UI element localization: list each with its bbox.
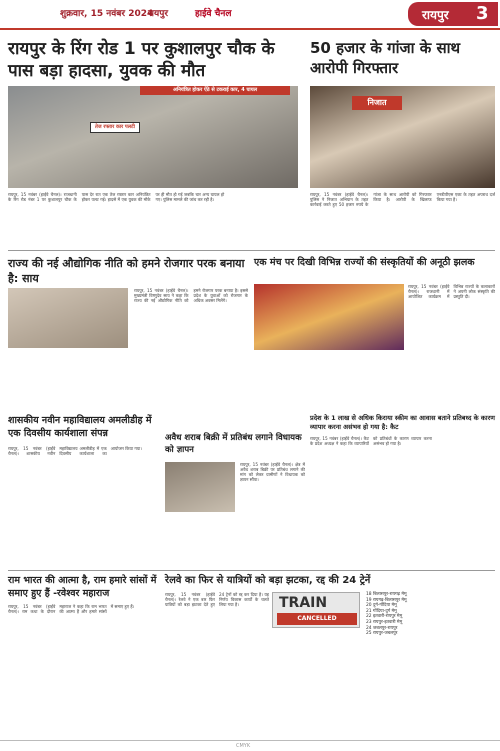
section-badge <box>408 2 498 26</box>
list-item: 21 गोंदिया-दुर्ग मेमू <box>366 608 397 614</box>
divider <box>8 570 495 571</box>
list-item: 25 रायपुर-जबलपुर <box>366 631 398 637</box>
story1-headline: रायपुर के रिंग रोड 1 पर कुशालपुर चौक के पास बड़ा हादसा, युवक की मौत <box>8 39 275 81</box>
list-item: 20 दुर्ग-गोंदिया मेमू <box>366 603 397 609</box>
story1-body: रायपुर, 15 नवंबर (हाईवे चैनल)। राजधानी के रिंग रोड नंबर 1 पर कुशालपुर चौक के पास देर रात एक तेज रफ्तार कार अनियंत्रित होकर पलट गई। हादसे में एक युवक की मौके पर ही मौत हो गई जबकि चार अन्य घायल हो गए। पुलिस मामले की जांच कर रही है। <box>8 192 225 202</box>
story4-photo <box>254 284 404 350</box>
list-item: 19 रायगढ़-बिलासपुर मेमू <box>366 597 407 603</box>
story4-headline: एक मंच पर दिखी विभिन्न राज्यों की संस्कृतियों की अनूठी झलक <box>254 257 475 268</box>
story3-photo <box>8 288 128 348</box>
story2-headline: 50 हजार के गांजा के साथ आरोपी गिरफ्तार <box>310 39 461 77</box>
cancelled-label: CANCELLED <box>277 613 357 625</box>
list-item: 22 इतवारी-रायपुर मेमू <box>366 614 403 620</box>
story6-headline: अवैध शराब बिक्री में प्रतिबंध लगाने विधायक को ज्ञापन <box>165 433 302 455</box>
print-mark: CMYK <box>236 743 251 749</box>
story3-body: रायपुर, 15 नवंबर (हाईवे चैनल)। मुख्यमंत्री विष्णुदेव साय ने कहा कि राज्य की नई औद्योगिक नीति को हमने रोजगार परक बनाया है। इससे प्रदेश के युवाओं को रोजगार के अधिक अवसर मिलेंगे। <box>134 288 248 303</box>
page-footer <box>0 740 500 751</box>
divider <box>8 250 495 251</box>
header-city: रायपुर <box>148 9 169 19</box>
story9-headline: रेलवे का फिर से यात्रियों को बड़ा झटका, रद्द की 24 ट्रेनें <box>165 575 371 586</box>
list-item: 23 रायपुर-इतवारी मेमू <box>366 619 403 625</box>
page-number: 3 <box>476 3 489 24</box>
page-header <box>0 0 500 30</box>
list-item: 24 जबलपुर-रायपुर <box>366 625 398 631</box>
story1-photo-banner: अनियंत्रित होकर ऐंठे से टकराई कार, 4 घायल <box>140 86 290 95</box>
header-date: शुक्रवार, 15 नवंबर 2024 <box>60 9 154 19</box>
story7-headline: प्रदेश के 1 लाख से अधिक किराया स्कीम का आवास बताने प्रतिबध्द के कारण व्यापार करना असंभव हो गया है: कैट <box>310 414 495 431</box>
story9-body: रायपुर, 15 नवंबर (हाईवे चैनल)। रेलवे ने एक बार फिर यात्रियों को बड़ा झटका देते हुए 24 ट्रेनों को रद्द कर दिया है। यह निर्णय विकास कार्यों के चलते लिया गया है। <box>165 592 269 607</box>
story3-headline: राज्य की नई औद्योगिक नीति को हमने रोजगार परक बनाया है: साय <box>8 257 245 285</box>
train-cancelled-graphic <box>272 592 360 628</box>
story4-body: रायपुर, 15 नवंबर (हाईवे चैनल)। राजधानी में आयोजित कार्यक्रम में विभिन्न राज्यों के कलाकारों ने अपनी लोक संस्कृति की प्रस्तुति दी। <box>408 284 495 299</box>
story2-stamp: निजात <box>352 96 402 110</box>
story5-body: रायपुर, 15 नवंबर (हाईवे चैनल)। शासकीय नवीन महाविद्यालय अमलीडीह में एक दिवसीय कार्यशाला का आयोजन किया गया। <box>8 446 142 456</box>
story8-headline: राम भारत की आत्मा है, राम हमारे सांसों में समाए हुए हैं -रवेश्वर महाराज <box>8 575 157 599</box>
story6-photo <box>165 462 235 512</box>
list-item: 18 बिलासपुर-रायगढ़ मेमू <box>366 592 407 597</box>
story1-photo <box>8 86 298 188</box>
story1-photo-caption: तेज रफ्तार कार पलटी <box>90 122 140 133</box>
story2-body: रायपुर, 15 नवंबर (हाईवे चैनल)। पुलिस ने निजात अभियान के तहत कार्रवाई करते हुए 50 हजार रुपये के गांजा के साथ आरोपी को गिरफ्तार किया है। आरोपी के खिलाफ एनडीपीएस एक्ट के तहत अपराध दर्ज किया गया है। <box>310 192 495 207</box>
section-name: रायपुर <box>422 8 449 22</box>
train-label: TRAIN <box>279 595 328 611</box>
story5-headline: शासकीय नवीन महाविद्यालय अमलीडीह में एक दिवसीय कार्यशाला संपन्न <box>8 415 152 439</box>
train-list <box>366 592 496 637</box>
story8-body: रायपुर, 15 नवंबर (हाईवे चैनल)। राम कथा के दौरान महाराज ने कहा कि राम भारत की आत्मा हैं और हमारे सांसों में समाए हुए हैं। <box>8 604 135 614</box>
story6-body: रायपुर, 15 नवंबर (हाईवे चैनल)। क्षेत्र में अवैध शराब बिक्री पर प्रतिबंध लगाने की मांग को लेकर ग्रामीणों ने विधायक को ज्ञापन सौंपा। <box>240 462 305 482</box>
story2-photo <box>310 86 495 188</box>
header-brand: हाईवे चैनल <box>195 9 232 19</box>
story7-body: रायपुर, 15 नवंबर (हाईवे चैनल)। कैट के प्रदेश अध्यक्ष ने कहा कि व्यापारियों को प्रतिबंधों के कारण व्यापार करना असंभव हो गया है। <box>310 436 432 446</box>
